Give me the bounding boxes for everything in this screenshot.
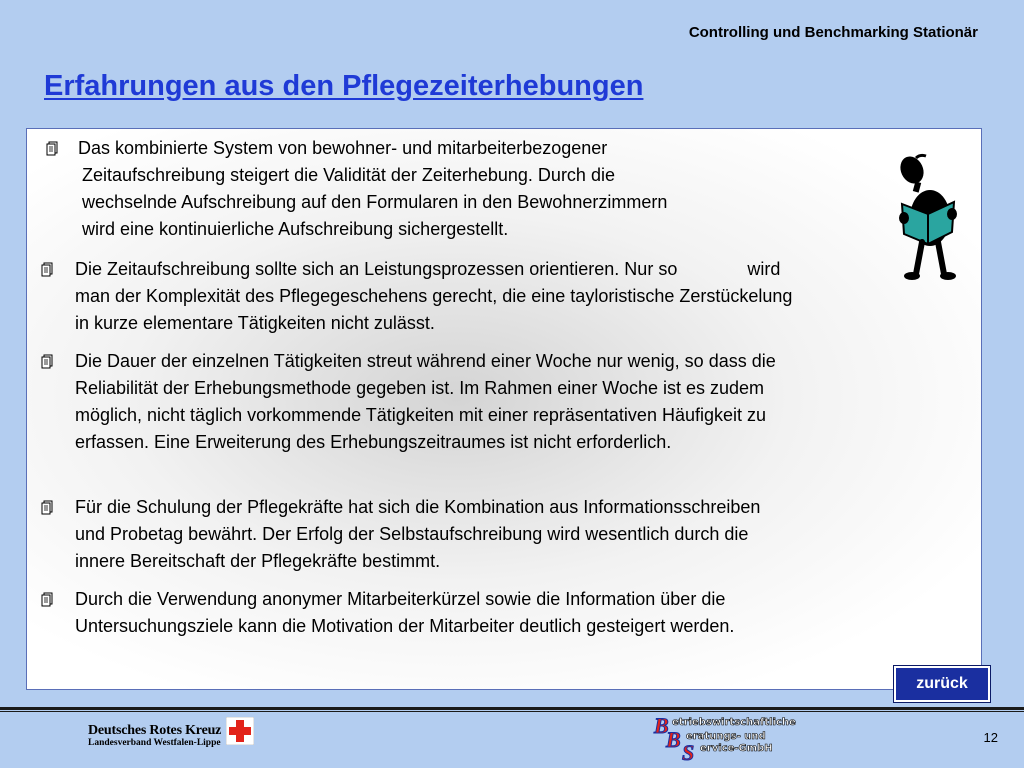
bbs-line-3: ervice-GmbH [700, 743, 773, 754]
drk-logo [88, 723, 221, 748]
bullet-line: innere Bereitschaft der Pflegekräfte bestimmt. [75, 551, 441, 571]
page-number: 12 [983, 730, 998, 745]
bbs-line-2: eratungs- und [686, 731, 766, 742]
bullet-item-3 [75, 348, 776, 456]
bullet-line: wird eine kontinuierliche Aufschreibung sichergestellt. [82, 219, 509, 239]
document-icon [44, 141, 60, 157]
bbs-logo [652, 715, 852, 761]
bullet-item-2 [75, 256, 792, 337]
bbs-letter-b2: B [666, 727, 681, 752]
document-icon [39, 592, 55, 608]
bbs-letter-s: S [682, 740, 695, 761]
bullet-line: Zeitaufschreibung steigert die Validität der Zeiterhebung. Durch die [82, 165, 615, 185]
footer-divider [0, 707, 1024, 710]
bullet-line: Die Zeitaufschreibung sollte sich an Leistungsprozessen orientieren. Nur so wird [75, 259, 781, 279]
bullet-item-4 [75, 494, 760, 575]
red-cross-icon [226, 717, 254, 745]
document-icon [39, 500, 55, 516]
slide-title: Erfahrungen aus den Pflegezeiterhebungen [44, 70, 644, 102]
bbs-letter-b1: B [654, 715, 669, 738]
bullet-line: möglich, nicht täglich vorkommende Tätigkeiten mit einer repräsentativen Häufigkeit zu [75, 405, 767, 425]
document-icon [39, 262, 55, 278]
bullet-line: Die Dauer der einzelnen Tätigkeiten streut während einer Woche nur wenig, so dass die [75, 351, 776, 371]
back-button[interactable]: zurück [894, 666, 990, 702]
drk-logo-name: Deutsches Rotes Kreuz [88, 723, 222, 738]
bullet-item-5 [75, 586, 734, 640]
bullet-line: Untersuchungsziele kann die Motivation der Mitarbeiter deutlich gesteigert werden. [75, 616, 735, 636]
bbs-line-1: etriebswirtschaftliche [672, 717, 796, 728]
header-title: Controlling und Benchmarking Stationär [688, 24, 978, 41]
bullet-item-1 [78, 135, 668, 243]
bullet-line: Das kombinierte System von bewohner- und mitarbeiterbezogener [78, 138, 608, 158]
person-reading-book-icon [890, 152, 970, 282]
bullet-line: wechselnde Aufschreibung auf den Formularen in den Bewohnerzimmern [82, 192, 668, 212]
bullet-line: man der Komplexität des Pflegegeschehens gerecht, die eine tayloristische Zerstückelung [75, 286, 793, 306]
bullet-line: Für die Schulung der Pflegekräfte hat sich die Kombination aus Informationsschreiben [75, 497, 761, 517]
document-icon [39, 354, 55, 370]
bullet-line: und Probetag bewährt. Der Erfolg der Selbstaufschreibung wird wesentlich durch die [75, 524, 749, 544]
bullet-line: Reliabilität der Erhebungsmethode gegeben ist. Im Rahmen einer Woche ist es zudem [75, 378, 765, 398]
bullet-line: Durch die Verwendung anonymer Mitarbeiterkürzel sowie die Information über die [75, 589, 726, 609]
drk-logo-subtitle: Landesverband Westfalen-Lippe [88, 738, 221, 748]
bullet-line: erfassen. Eine Erweiterung des Erhebungszeitraumes ist nicht erforderlich. [75, 432, 672, 452]
footer-divider [0, 711, 1024, 712]
bullet-line: in kurze elementare Tätigkeiten nicht zulässt. [75, 313, 435, 333]
